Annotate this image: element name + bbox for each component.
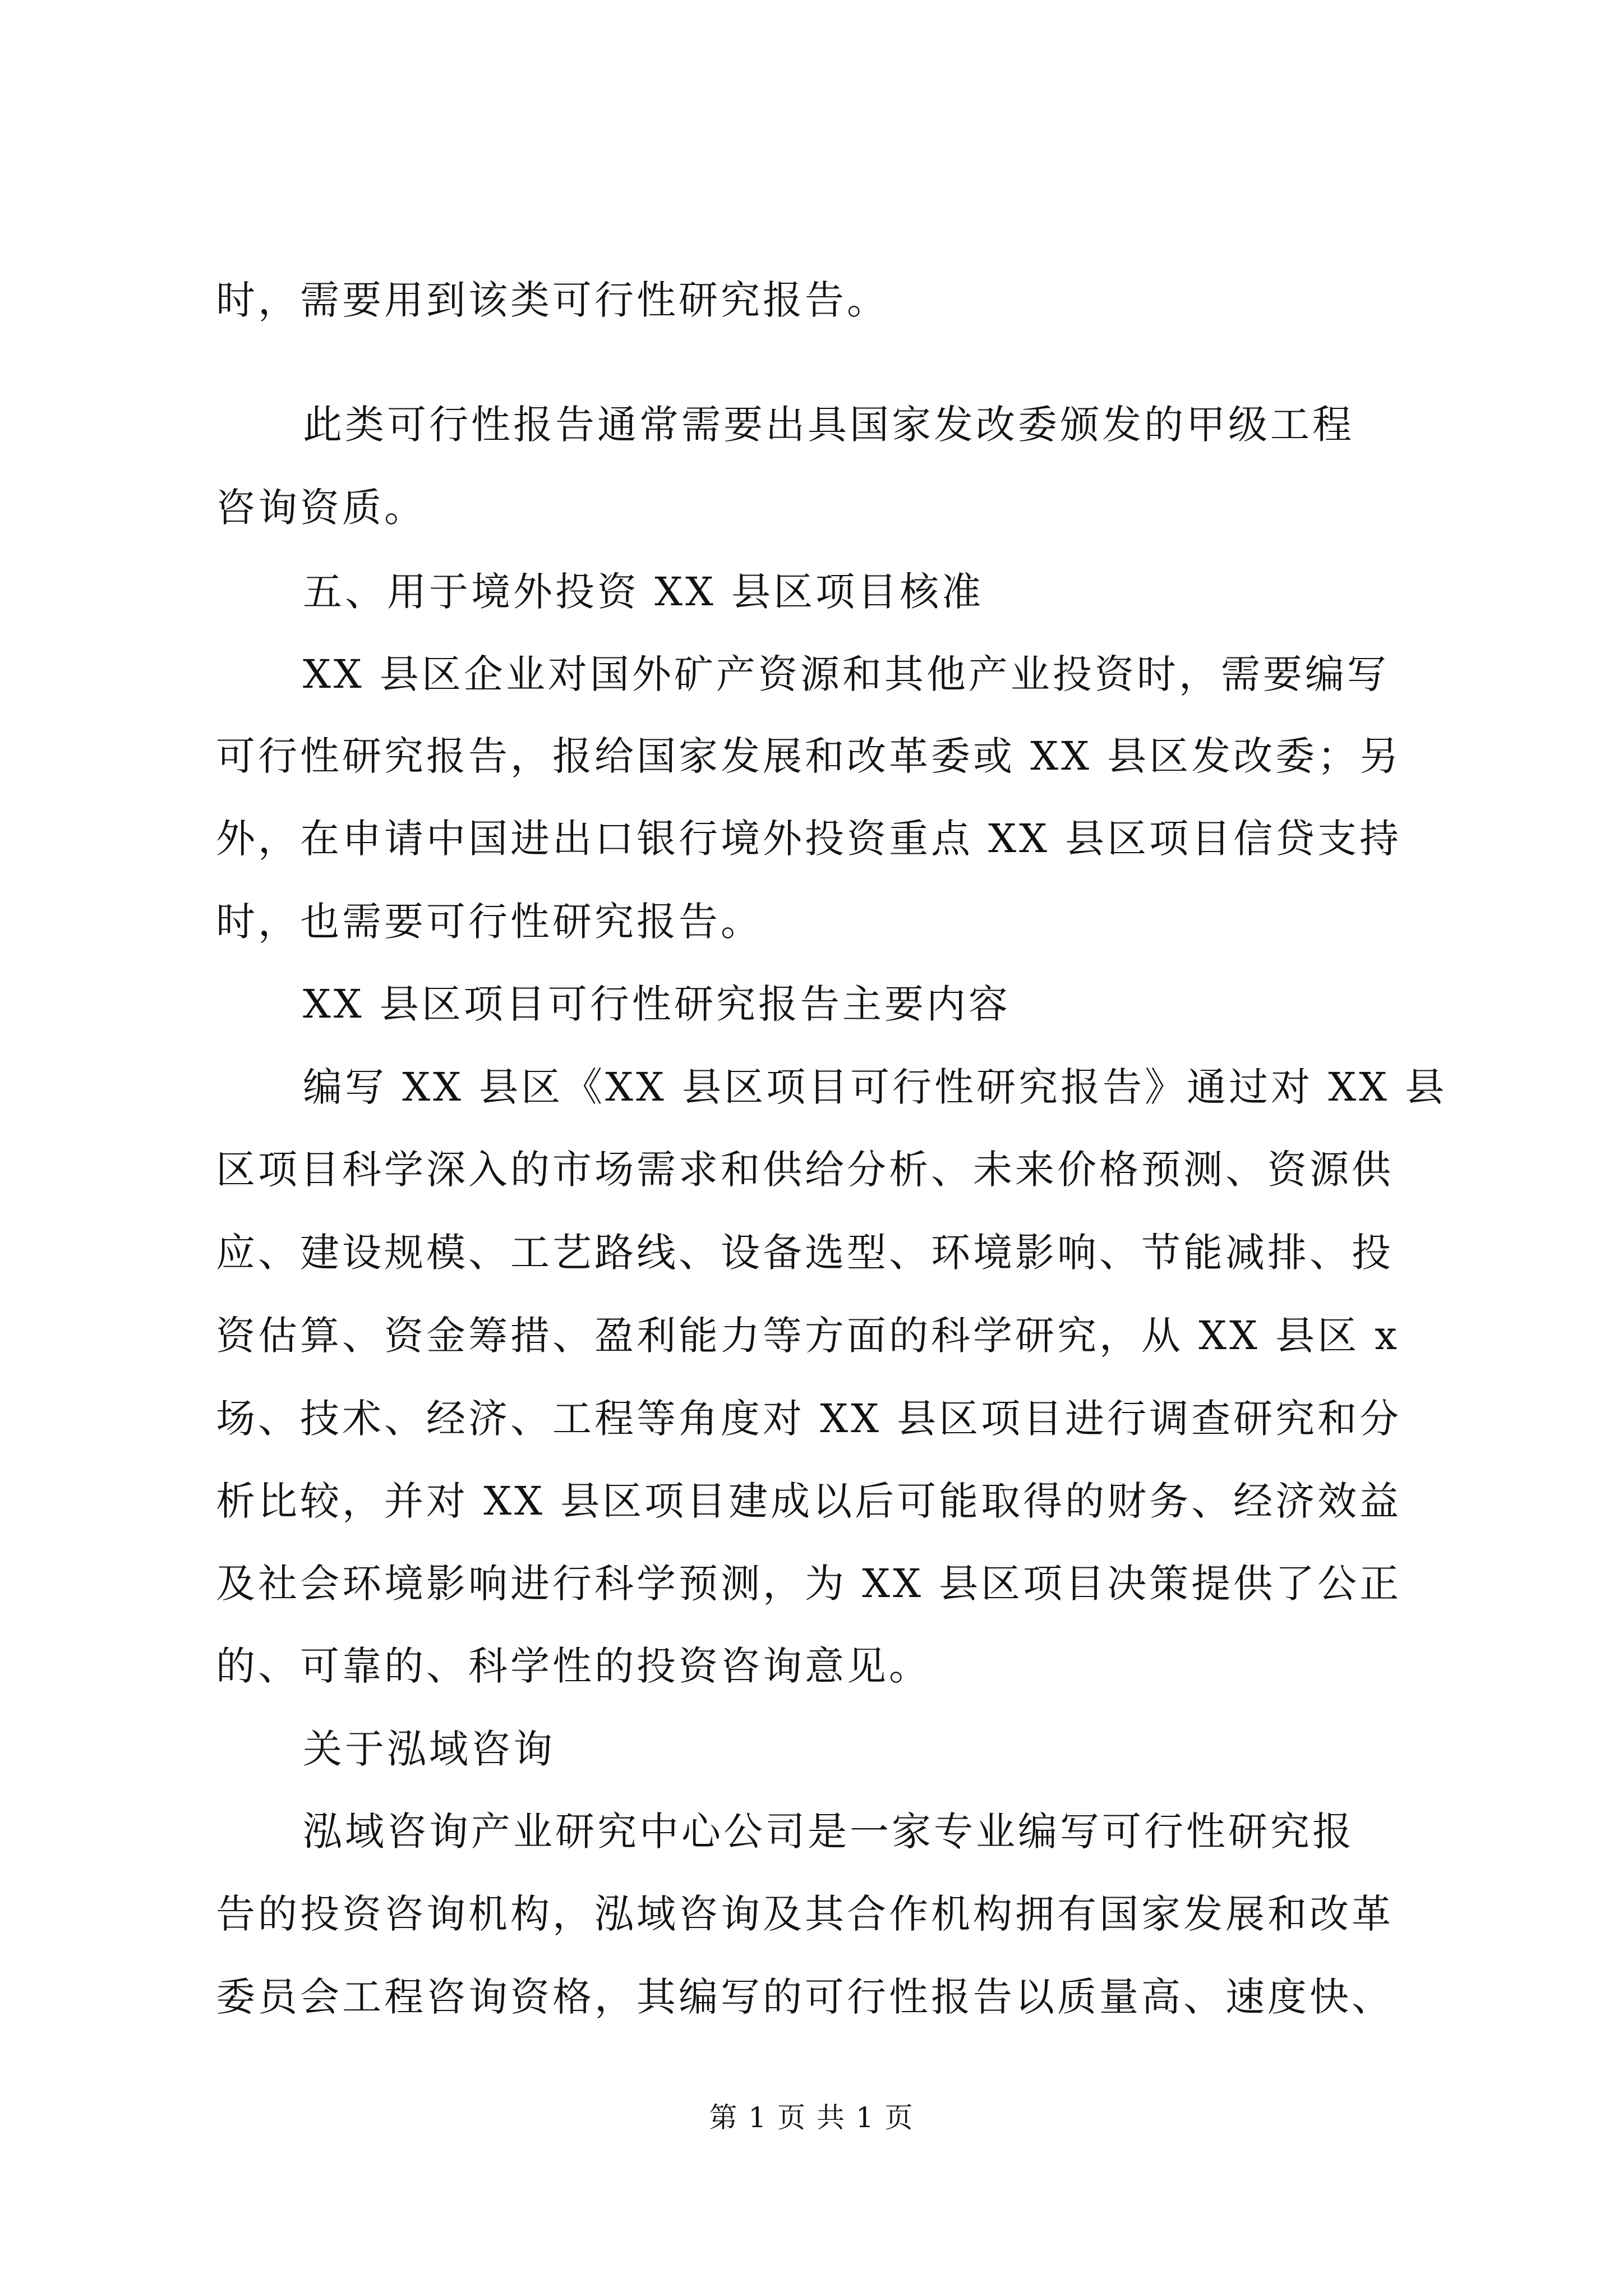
text-line: 应、建设规模、工艺路线、设备选型、环境影响、节能减排、投	[216, 1230, 1394, 1276]
text-line: 资估算、资金筹措、盈利能力等方面的科学研究，从 XX 县区 x	[216, 1313, 1400, 1359]
text-line: 咨询资质。	[216, 485, 426, 531]
text-line: 时，也需要可行性研究报告。	[216, 899, 763, 945]
text-line: 告的投资咨询机构，泓域咨询及其合作机构拥有国家发展和改革	[216, 1891, 1394, 1937]
text-line: 此类可行性报告通常需要出具国家发改委颁发的甲级工程	[303, 402, 1354, 448]
text-line: 析比较，并对 XX 县区项目建成以后可能取得的财务、经济效益	[216, 1478, 1402, 1524]
text-line: 委员会工程咨询资格，其编写的可行性报告以质量高、速度快、	[216, 1974, 1394, 2020]
text-line: 泓域咨询产业研究中心公司是一家专业编写可行性研究报	[303, 1809, 1354, 1855]
page-number-footer: 第 1 页 共 1 页	[709, 2101, 914, 2134]
text-line: 可行性研究报告，报给国家发展和改革委或 XX 县区发改委；另	[216, 733, 1402, 779]
text-line: 编写 XX 县区《XX 县区项目可行性研究报告》通过对 XX 县	[303, 1064, 1447, 1110]
text-line: XX 县区企业对国外矿产资源和其他产业投资时，需要编写	[303, 651, 1389, 697]
section-heading: 五、用于境外投资 XX 县区项目核准	[303, 569, 984, 615]
section-heading: 关于泓域咨询	[303, 1726, 555, 1772]
section-heading: XX 县区项目可行性研究报告主要内容	[303, 981, 1011, 1027]
text-line: 外，在申请中国进出口银行境外投资重点 XX 县区项目信贷支持	[216, 816, 1402, 862]
text-line: 区项目科学深入的市场需求和供给分析、未来价格预测、资源供	[216, 1147, 1394, 1193]
text-line: 及社会环境影响进行科学预测，为 XX 县区项目决策提供了公正	[216, 1561, 1402, 1607]
text-line: 的、可靠的、科学性的投资咨询意见。	[216, 1643, 931, 1689]
text-line: 时，需要用到该类可行性研究报告。	[216, 277, 889, 323]
text-line: 场、技术、经济、工程等角度对 XX 县区项目进行调查研究和分	[216, 1396, 1402, 1442]
